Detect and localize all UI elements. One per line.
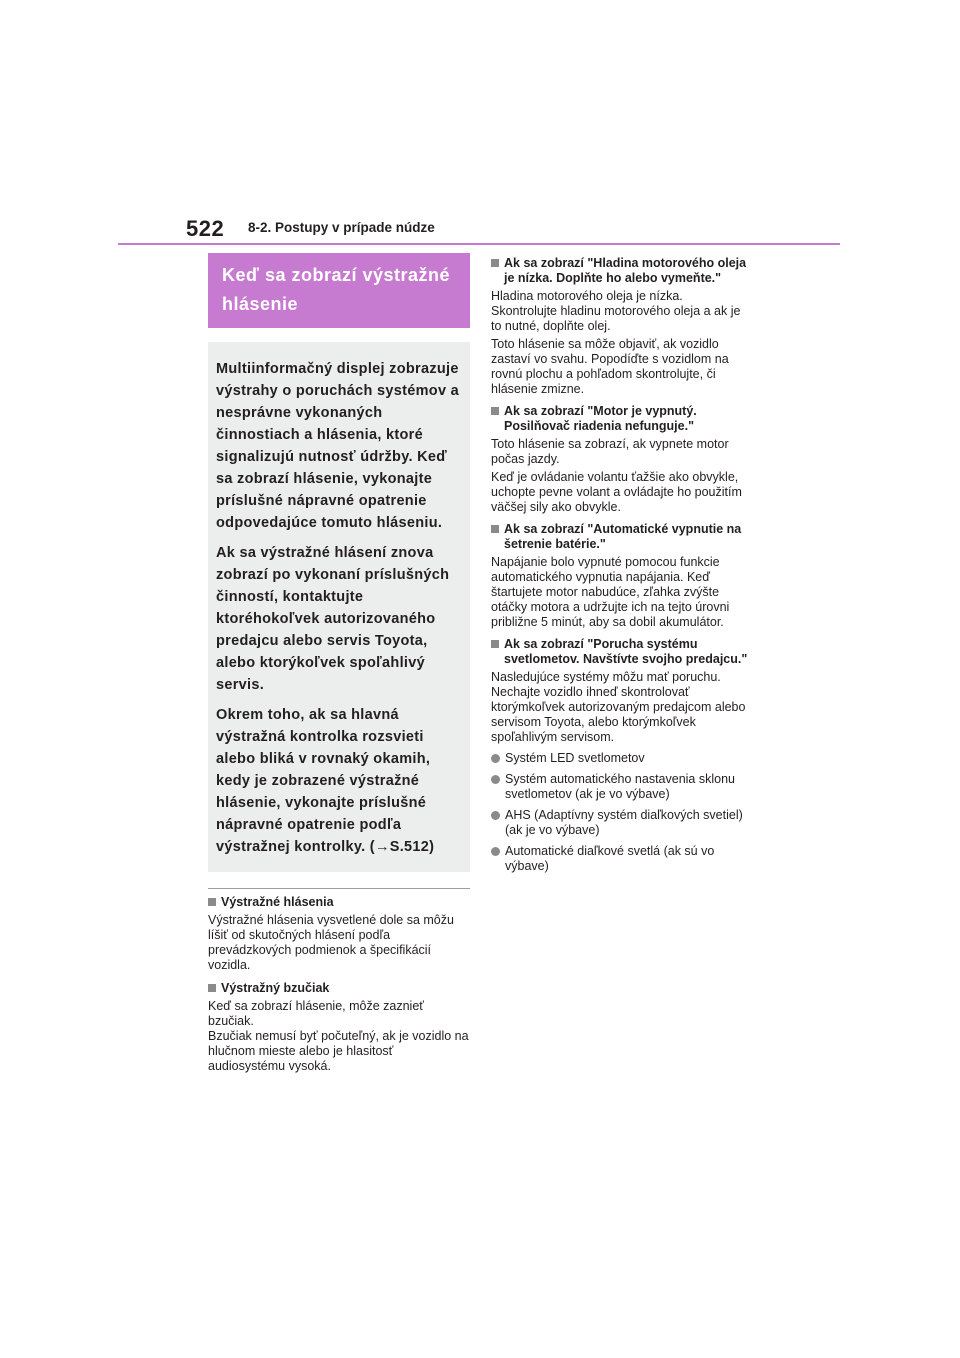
intro-box [208, 342, 470, 872]
square-bullet-icon [491, 259, 499, 267]
item-text: Hladina motorového oleja je nízka. Skontrolujte hladinu motorového oleja a ak je to nutné, doplňte olej. [491, 289, 741, 333]
item-heading: Ak sa zobrazí "Hladina motorového oleja je nízka. Doplňte ho alebo vymeňte." [504, 256, 747, 285]
section-title: 8-2. Postupy v prípade núdze [248, 220, 435, 235]
square-bullet-icon [491, 525, 499, 533]
bullet-item [491, 772, 749, 802]
square-bullet-icon [491, 640, 499, 648]
left-column [208, 253, 470, 1074]
divider [208, 888, 470, 889]
bullet-item [491, 808, 749, 838]
round-bullet-icon [491, 811, 500, 820]
intro-paragraph: Ak sa výstražné hlásení znova zobrazí po vykonaní príslušných činností, kontaktujte ktoréhokoľvek autorizovaného predajcu alebo servis Toyota, alebo ktorýkoľvek spoľahlivý servis. [216, 545, 450, 693]
bullet-item [491, 844, 749, 874]
item-text: Keď sa zobrazí hlásenie, môže zaznieť bzučiak. [208, 999, 424, 1028]
item-heading: Ak sa zobrazí "Porucha systému svetlometov. Navštívte svojho predajcu." [504, 637, 748, 666]
square-bullet-icon [208, 984, 216, 992]
item-heading: Ak sa zobrazí "Motor je vypnutý. Posilňovač riadenia nefunguje." [504, 404, 697, 433]
item-text: Nasledujúce systémy môžu mať poruchu. Nechajte vozidlo ihneď skontrolovať ktorýmkoľvek autorizovaným predajcom alebo servisom Toyota, alebo ktorýmkoľvek spoľahlivým servisom. [491, 670, 746, 744]
bullet-text: Automatické diaľkové svetlá (ak sú vo výbave) [505, 844, 715, 873]
round-bullet-icon [491, 847, 500, 856]
round-bullet-icon [491, 754, 500, 763]
square-bullet-icon [208, 898, 216, 906]
topic-title: Keď sa zobrazí výstražné hlásenie [208, 253, 470, 328]
bullet-text: AHS (Adaptívny systém diaľkových svetiel) (ak je vo výbave) [505, 808, 743, 837]
list-item [491, 256, 749, 397]
list-item [491, 404, 749, 515]
item-text: Bzučiak nemusí byť počuteľný, ak je vozidlo na hlučnom mieste alebo je hlasitosť audiosystému vysoká. [208, 1029, 469, 1073]
item-text: Výstražné hlásenia vysvetlené dole sa môžu líšiť od skutočných hlásení podľa prevádzkových podmienok a špecifikácií vozidla. [208, 913, 454, 972]
bullet-text: Systém LED svetlometov [505, 751, 645, 765]
bullet-text: Systém automatického nastavenia sklonu svetlometov (ak je vo výbave) [505, 772, 735, 801]
item-text: Napájanie bolo vypnuté pomocou funkcie automatického vypnutia napájania. Keď štartujete motor nabudúce, zľahka zvýšte otáčky motora a udržujte ich na tejto úrovni približne 5 minút, aby sa dobil akumulátor. [491, 555, 730, 629]
list-item [208, 981, 470, 1074]
arrow-right-icon: → [374, 839, 390, 855]
square-bullet-icon [491, 407, 499, 415]
list-item [491, 522, 749, 630]
intro-text: Okrem toho, ak sa hlavná výstražná kontrolka rozsvieti alebo bliká v rovnaký okamih, kedy je zobrazené výstražné hlásenie, vykonajte príslušné nápravné opatrenie podľa výstražnej kontrolky. ( [216, 707, 431, 855]
right-column [491, 256, 749, 874]
list-item [208, 895, 470, 973]
page-reference-link[interactable]: S.512) [389, 839, 435, 855]
item-text: Toto hlásenie sa môže objaviť, ak vozidlo zastaví vo svahu. Popodíďte s vozidlom na rovnú plochu a pohľadom skontrolujte, či hlásenie zmizne. [491, 337, 729, 396]
item-text: Toto hlásenie sa zobrazí, ak vypnete motor počas jazdy. [491, 437, 729, 466]
bullet-item [491, 751, 749, 766]
item-heading: Výstražný bzučiak [221, 981, 330, 995]
item-heading: Ak sa zobrazí "Automatické vypnutie na šetrenie batérie." [504, 522, 742, 551]
item-heading: Výstražné hlásenia [221, 895, 334, 909]
list-item [491, 637, 749, 874]
round-bullet-icon [491, 775, 500, 784]
page-number: 522 [186, 216, 225, 241]
item-text: Keď je ovládanie volantu ťažšie ako obvykle, uchopte pevne volant a ovládajte ho použitím väčšej sily ako obvykle. [491, 470, 742, 514]
header-rule [118, 243, 840, 245]
intro-paragraph: Multiinformačný displej zobrazuje výstrahy o poruchách systémov a nesprávne vykonaných činnostiach a hlásenia, ktoré signalizujú nutnosť údržby. Keď sa zobrazí hlásenie, vykonajte príslušné nápravné opatrenie odpovedajúce tomuto hláseniu. [216, 361, 460, 531]
intro-paragraph [216, 704, 460, 858]
